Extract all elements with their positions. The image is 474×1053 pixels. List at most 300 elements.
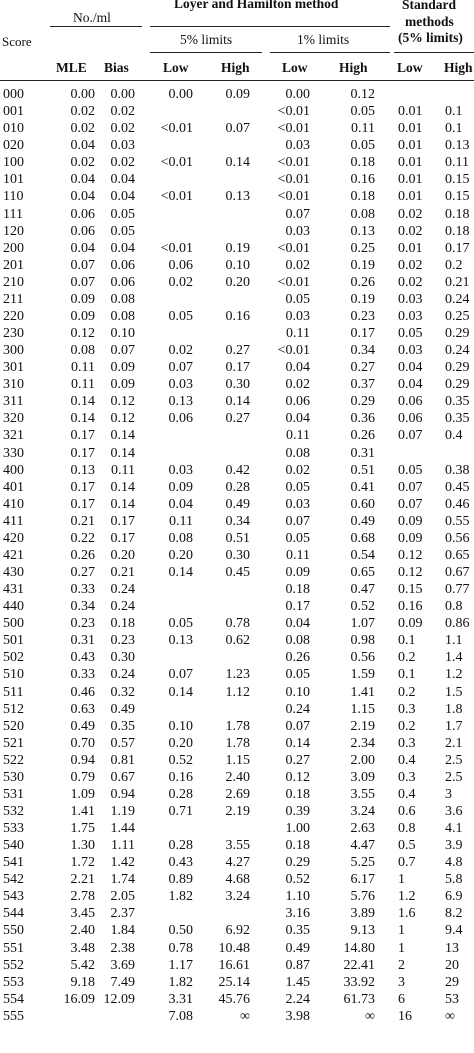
cell-bias: 0.02	[110, 104, 135, 120]
column-header-1pct-limits: 1% limits	[297, 32, 350, 47]
cell-score: 120	[3, 223, 24, 239]
cell-score: 512	[3, 701, 24, 717]
cell-high-1pct: 0.26	[350, 274, 375, 290]
cell-high-5pct: 0.78	[225, 616, 250, 632]
cell-score: 431	[3, 582, 24, 597]
cell-low-standard: 0.09	[398, 530, 423, 546]
cell-low-standard: 0.4	[398, 786, 416, 802]
cell-mle: 0.09	[70, 308, 95, 324]
cell-high-standard: 0.25	[445, 308, 470, 324]
cell-high-1pct: 0.17	[350, 326, 375, 341]
cell-high-1pct: 1.59	[350, 667, 375, 683]
cell-high-1pct: 0.98	[350, 633, 375, 649]
cell-mle: 0.17	[70, 496, 95, 512]
cell-score: 010	[3, 121, 24, 137]
cell-high-1pct: 0.05	[350, 104, 375, 120]
cell-low-standard: 0.12	[398, 547, 423, 563]
cell-low-5pct: 0.07	[168, 360, 193, 376]
cell-low-5pct: 0.06	[168, 411, 193, 427]
cell-bias: 0.94	[110, 786, 135, 802]
cell-high-5pct: 0.34	[225, 513, 250, 529]
cell-low-standard: 0.02	[398, 223, 423, 239]
cell-low-standard: 1	[398, 923, 405, 939]
cell-low-standard: 0.05	[398, 462, 423, 478]
cell-low-5pct: <0.01	[160, 155, 193, 171]
cell-high-standard: 1.8	[445, 701, 463, 717]
cell-low-1pct: 0.04	[285, 411, 310, 427]
cell-low-5pct: <0.01	[160, 121, 193, 137]
cell-bias: 0.09	[110, 377, 135, 393]
cell-high-1pct: 0.19	[350, 291, 375, 307]
cell-low-1pct: <0.01	[277, 343, 310, 359]
cell-mle: 0.27	[70, 565, 95, 580]
cell-mle: 0.31	[70, 633, 95, 649]
cell-low-1pct: 0.03	[285, 138, 310, 154]
cell-high-5pct: ∞	[240, 1008, 250, 1024]
cell-mle: 9.18	[70, 974, 95, 990]
cell-bias: 1.74	[110, 872, 135, 888]
column-header-bias: Bias	[104, 60, 129, 75]
cell-mle: 0.04	[70, 138, 95, 154]
column-header-low-standard: Low	[397, 60, 423, 75]
cell-low-5pct: 0.02	[168, 274, 193, 290]
column-header-high-standard: High	[444, 60, 473, 75]
cell-high-1pct: 4.47	[350, 838, 375, 854]
cell-high-5pct: 1.78	[225, 718, 250, 734]
cell-high-standard: 5.8	[445, 872, 463, 888]
cell-high-1pct: 0.08	[350, 206, 375, 222]
cell-high-1pct: 0.11	[351, 121, 375, 137]
cell-high-standard: 29	[445, 974, 459, 990]
cell-high-standard: 6.9	[445, 889, 463, 905]
cell-low-standard: 0.07	[398, 479, 423, 495]
cell-high-standard: 4.1	[445, 821, 463, 836]
cell-low-1pct: 0.39	[285, 803, 310, 819]
cell-high-standard: 0.1	[445, 121, 463, 137]
cell-low-standard: 1.6	[398, 906, 416, 922]
column-header-no-per-ml: No./ml	[73, 10, 111, 25]
cell-low-5pct: 0.71	[168, 803, 193, 819]
cell-mle: 0.11	[71, 377, 95, 393]
cell-low-1pct: 0.00	[285, 87, 310, 102]
cell-score: 111	[3, 206, 23, 222]
cell-score: 500	[3, 616, 24, 632]
cell-high-standard: 0.15	[445, 189, 470, 205]
cell-high-standard: 0.1	[445, 104, 463, 120]
cell-low-5pct: 0.11	[169, 513, 193, 529]
cell-mle: 0.00	[70, 87, 95, 102]
cell-mle: 0.04	[70, 172, 95, 188]
cell-bias: 1.42	[110, 855, 135, 871]
cell-high-1pct: 2.00	[350, 752, 375, 768]
cell-low-5pct: 0.13	[168, 633, 193, 649]
cell-low-1pct: <0.01	[277, 189, 310, 205]
cell-low-standard: 0.7	[398, 855, 416, 871]
cell-low-standard: 0.01	[398, 138, 423, 154]
cell-mle: 0.34	[70, 599, 95, 615]
cell-mle: 2.40	[70, 923, 95, 939]
cell-low-standard: 0.06	[398, 411, 423, 427]
header-rule-no-per-ml	[50, 26, 142, 27]
cell-bias: 1.44	[110, 821, 135, 836]
cell-mle: 1.72	[70, 855, 95, 871]
cell-high-1pct: 0.29	[350, 394, 375, 410]
cell-mle: 0.17	[70, 479, 95, 495]
cell-low-standard: 0.01	[398, 172, 423, 188]
cell-low-standard: 0.09	[398, 616, 423, 632]
cell-mle: 1.75	[70, 821, 95, 836]
cell-low-standard: 0.03	[398, 291, 423, 307]
cell-high-5pct: 0.14	[225, 394, 250, 410]
cell-mle: 1.41	[70, 803, 95, 819]
cell-high-5pct: 0.20	[225, 274, 250, 290]
cell-low-1pct: 0.05	[285, 479, 310, 495]
cell-high-5pct: 0.27	[225, 343, 250, 359]
cell-high-5pct: 0.27	[225, 411, 250, 427]
cell-low-1pct: <0.01	[277, 274, 310, 290]
cell-low-standard: 0.06	[398, 394, 423, 410]
cell-bias: 0.08	[110, 308, 135, 324]
cell-bias: 2.05	[110, 889, 135, 905]
cell-low-1pct: 0.02	[285, 462, 310, 478]
cell-low-5pct: 0.00	[168, 87, 193, 102]
cell-high-standard: 0.67	[445, 565, 470, 580]
cell-high-5pct: 2.19	[225, 803, 250, 819]
cell-low-standard: 0.1	[398, 633, 416, 649]
cell-low-1pct: 1.00	[285, 821, 310, 836]
cell-low-1pct: 0.03	[285, 496, 310, 512]
cell-low-1pct: 0.03	[285, 308, 310, 324]
cell-score: 101	[3, 172, 24, 188]
cell-low-1pct: 0.17	[285, 599, 310, 615]
cell-low-1pct: 0.12	[285, 769, 310, 785]
cell-score: 533	[3, 821, 24, 836]
cell-mle: 0.13	[70, 462, 95, 478]
cell-bias: 2.38	[110, 940, 135, 956]
cell-low-1pct: 0.08	[285, 445, 310, 461]
cell-high-standard: 1.2	[445, 667, 463, 683]
cell-high-5pct: 10.48	[218, 940, 250, 956]
cell-bias: 0.00	[110, 87, 135, 102]
cell-high-standard: 0.29	[445, 377, 470, 393]
cell-score: 531	[3, 786, 24, 802]
cell-score: 330	[3, 445, 24, 461]
cell-high-5pct: 0.09	[225, 87, 250, 102]
cell-high-standard: 0.11	[445, 155, 469, 171]
cell-high-standard: 2.5	[445, 752, 463, 768]
cell-low-standard: 0.02	[398, 206, 423, 222]
cell-score: 420	[3, 530, 24, 546]
cell-high-1pct: 0.26	[350, 428, 375, 444]
cell-high-1pct: 3.89	[350, 906, 375, 922]
cell-high-5pct: 4.68	[225, 872, 250, 888]
cell-low-1pct: 0.10	[285, 684, 310, 700]
cell-bias: 0.03	[110, 138, 135, 154]
cell-low-5pct: 1.82	[168, 974, 193, 990]
header-rule-1pct	[270, 52, 390, 53]
column-header-high-1pct: High	[339, 60, 368, 75]
cell-bias: 1.84	[110, 923, 135, 939]
cell-high-1pct: 0.41	[350, 479, 375, 495]
cell-score: 230	[3, 326, 24, 341]
cell-low-1pct: 0.18	[285, 582, 310, 597]
cell-low-5pct: 7.08	[168, 1008, 193, 1024]
cell-low-1pct: 0.18	[285, 786, 310, 802]
cell-high-standard: 0.24	[445, 343, 470, 359]
cell-low-5pct: 0.28	[168, 786, 193, 802]
cell-low-1pct: 0.05	[285, 530, 310, 546]
cell-high-5pct: 0.45	[225, 565, 250, 580]
cell-high-1pct: 0.36	[350, 411, 375, 427]
cell-high-5pct: 3.24	[225, 889, 250, 905]
cell-high-1pct: 0.47	[350, 582, 375, 597]
cell-high-5pct: 2.69	[225, 786, 250, 802]
cell-high-1pct: 1.41	[350, 684, 375, 700]
cell-mle: 0.02	[70, 104, 95, 120]
cell-bias: 0.20	[110, 547, 135, 563]
cell-low-standard: 0.2	[398, 650, 416, 666]
cell-low-1pct: 0.03	[285, 223, 310, 239]
cell-high-1pct: 5.76	[350, 889, 375, 905]
cell-score: 554	[3, 991, 24, 1007]
cell-mle: 0.26	[70, 547, 95, 563]
cell-score: 522	[3, 752, 24, 768]
cell-high-1pct: 0.49	[350, 513, 375, 529]
cell-low-standard: 0.04	[398, 360, 423, 376]
cell-bias: 0.18	[110, 616, 135, 632]
cell-bias: 1.19	[110, 803, 135, 819]
cell-low-1pct: 0.09	[285, 565, 310, 580]
cell-low-1pct: 0.52	[285, 872, 310, 888]
header-rule-5pct	[150, 52, 262, 53]
cell-mle: 16.09	[63, 991, 95, 1007]
cell-mle: 0.02	[70, 155, 95, 171]
cell-mle: 0.23	[70, 616, 95, 632]
cell-low-1pct: 0.05	[285, 667, 310, 683]
cell-low-5pct: 0.16	[168, 769, 193, 785]
cell-low-1pct: 0.05	[285, 291, 310, 307]
column-header-score: Score	[2, 34, 32, 49]
cell-high-1pct: 2.63	[350, 821, 375, 836]
cell-bias: 0.05	[110, 206, 135, 222]
cell-high-1pct: 0.12	[350, 87, 375, 102]
cell-low-standard: 0.07	[398, 428, 423, 444]
cell-high-5pct: 0.14	[225, 155, 250, 171]
cell-low-standard: 0.2	[398, 684, 416, 700]
cell-bias: 0.23	[110, 633, 135, 649]
cell-high-standard: 0.18	[445, 223, 470, 239]
cell-bias: 0.05	[110, 223, 135, 239]
cell-low-5pct: 1.82	[168, 889, 193, 905]
cell-low-standard: 0.6	[398, 803, 416, 819]
cell-bias: 0.04	[110, 189, 135, 205]
cell-high-5pct: 1.23	[225, 667, 250, 683]
cell-low-5pct: 3.31	[168, 991, 193, 1007]
cell-high-standard: 0.4	[445, 428, 463, 444]
column-header-standard-3: (5% limits)	[398, 30, 463, 45]
cell-high-standard: 3	[445, 786, 452, 802]
cell-mle: 0.06	[70, 206, 95, 222]
cell-high-1pct: 1.15	[350, 701, 375, 717]
cell-score: 000	[3, 87, 24, 102]
cell-low-5pct: 0.10	[168, 718, 193, 734]
cell-low-1pct: 1.45	[285, 974, 310, 990]
column-header-5pct-limits: 5% limits	[180, 32, 233, 47]
cell-high-1pct: 0.65	[350, 565, 375, 580]
cell-score: 552	[3, 957, 24, 973]
cell-high-5pct: 1.78	[225, 735, 250, 751]
cell-score: 550	[3, 923, 24, 939]
cell-high-1pct: 0.13	[350, 223, 375, 239]
cell-low-standard: 0.03	[398, 343, 423, 359]
cell-mle: 0.63	[70, 701, 95, 717]
cell-high-standard: 0.86	[445, 616, 470, 632]
cell-high-5pct: 2.40	[225, 769, 250, 785]
header-rule-loyer-hamilton	[150, 26, 390, 27]
cell-high-1pct: 1.07	[350, 616, 375, 632]
cell-low-1pct: 0.26	[285, 650, 310, 666]
cell-low-1pct: 0.04	[285, 616, 310, 632]
cell-score: 510	[3, 667, 24, 683]
cell-mle: 0.22	[70, 530, 95, 546]
cell-low-standard: 0.07	[398, 496, 423, 512]
cell-mle: 2.21	[70, 872, 95, 888]
cell-score: 553	[3, 974, 24, 990]
cell-score: 542	[3, 872, 24, 888]
cell-bias: 0.21	[110, 565, 135, 580]
cell-bias: 0.09	[110, 360, 135, 376]
cell-mle: 3.45	[70, 906, 95, 922]
cell-low-5pct: 0.43	[168, 855, 193, 871]
cell-low-standard: 16	[398, 1008, 412, 1024]
cell-low-5pct: 0.06	[168, 257, 193, 273]
cell-mle: 0.11	[71, 360, 95, 376]
cell-high-standard: 0.17	[445, 240, 470, 256]
cell-low-5pct: 0.09	[168, 479, 193, 495]
cell-score: 310	[3, 377, 24, 393]
cell-score: 544	[3, 906, 24, 922]
cell-low-1pct: 0.11	[286, 547, 310, 563]
cell-high-standard: 0.24	[445, 291, 470, 307]
cell-low-1pct: 0.02	[285, 257, 310, 273]
cell-low-1pct: 3.98	[285, 1008, 310, 1024]
cell-mle: 0.09	[70, 291, 95, 307]
cell-mle: 0.17	[70, 445, 95, 461]
cell-high-1pct: 0.60	[350, 496, 375, 512]
column-header-loyer-hamilton: Loyer and Hamilton method	[174, 0, 339, 11]
cell-high-1pct: 61.73	[343, 991, 375, 1007]
cell-high-standard: 3.9	[445, 838, 463, 854]
cell-high-1pct: 33.92	[343, 974, 375, 990]
cell-bias: 0.06	[110, 274, 135, 290]
cell-bias: 1.11	[111, 838, 135, 854]
cell-low-5pct: 0.20	[168, 547, 193, 563]
cell-low-standard: 0.01	[398, 104, 423, 120]
cell-bias: 0.49	[110, 701, 135, 717]
cell-low-standard: 1.2	[398, 889, 416, 905]
cell-bias: 0.24	[110, 667, 135, 683]
column-header-standard-2: methods	[405, 14, 454, 29]
cell-mle: 3.48	[70, 940, 95, 956]
cell-high-5pct: 0.19	[225, 240, 250, 256]
cell-low-5pct: 0.52	[168, 752, 193, 768]
cell-high-standard: 4.8	[445, 855, 463, 871]
cell-high-standard: 0.77	[445, 582, 470, 597]
cell-low-5pct: 0.03	[168, 377, 193, 393]
cell-high-standard: 1.7	[445, 718, 463, 734]
column-header-low-5pct: Low	[163, 60, 189, 75]
cell-low-1pct: <0.01	[277, 240, 310, 256]
cell-bias: 0.11	[111, 462, 135, 478]
cell-score: 020	[3, 138, 24, 154]
cell-low-standard: 0.12	[398, 565, 423, 580]
cell-bias: 0.32	[110, 684, 135, 700]
cell-score: 311	[3, 394, 24, 410]
cell-bias: 0.12	[110, 394, 135, 410]
cell-high-5pct: 0.62	[225, 633, 250, 649]
cell-low-standard: 0.09	[398, 513, 423, 529]
cell-high-5pct: 0.07	[225, 121, 250, 137]
cell-score: 541	[3, 855, 24, 871]
cell-high-standard: 0.55	[445, 513, 470, 529]
cell-bias: 0.24	[110, 599, 135, 615]
cell-score: 411	[3, 513, 24, 529]
cell-low-5pct: 1.17	[168, 957, 193, 973]
cell-low-standard: 6	[398, 991, 405, 1007]
cell-score: 551	[3, 940, 24, 956]
cell-high-5pct: 0.30	[225, 547, 250, 563]
cell-bias: 0.17	[110, 513, 135, 529]
cell-mle: 0.33	[70, 667, 95, 683]
cell-low-5pct: 0.78	[168, 940, 193, 956]
cell-low-standard: 0.01	[398, 240, 423, 256]
cell-low-5pct: 0.13	[168, 394, 193, 410]
cell-low-1pct: 0.49	[285, 940, 310, 956]
cell-low-5pct: <0.01	[160, 240, 193, 256]
cell-low-standard: 0.15	[398, 582, 423, 597]
cell-mle: 0.46	[70, 684, 95, 700]
cell-low-5pct: 0.02	[168, 343, 193, 359]
cell-low-1pct: <0.01	[277, 104, 310, 120]
cell-high-standard: 3.6	[445, 803, 463, 819]
cell-bias: 0.57	[110, 735, 135, 751]
cell-low-standard: 1	[398, 940, 405, 956]
cell-low-standard: 0.4	[398, 752, 416, 768]
cell-low-1pct: 0.35	[285, 923, 310, 939]
cell-high-5pct: 1.12	[225, 684, 250, 700]
cell-low-1pct: 3.16	[285, 906, 310, 922]
cell-high-5pct: 3.55	[225, 838, 250, 854]
cell-mle: 0.21	[70, 513, 95, 529]
cell-score: 210	[3, 274, 24, 290]
cell-score: 110	[3, 189, 24, 205]
cell-high-standard: 0.56	[445, 530, 470, 546]
cell-low-1pct: 0.24	[285, 701, 310, 717]
cell-high-standard: 1.4	[445, 650, 463, 666]
cell-high-5pct: 0.49	[225, 496, 250, 512]
cell-score: 220	[3, 308, 24, 324]
cell-bias: 0.35	[110, 718, 135, 734]
cell-low-standard: 0.05	[398, 326, 423, 341]
column-header-low-1pct: Low	[282, 60, 308, 75]
cell-low-standard: 0.02	[398, 257, 423, 273]
cell-high-1pct: 3.24	[350, 803, 375, 819]
cell-high-5pct: 0.17	[225, 360, 250, 376]
cell-mle: 0.70	[70, 735, 95, 751]
cell-mle: 1.30	[70, 838, 95, 854]
cell-mle: 0.02	[70, 121, 95, 137]
cell-high-standard: 0.21	[445, 274, 470, 290]
